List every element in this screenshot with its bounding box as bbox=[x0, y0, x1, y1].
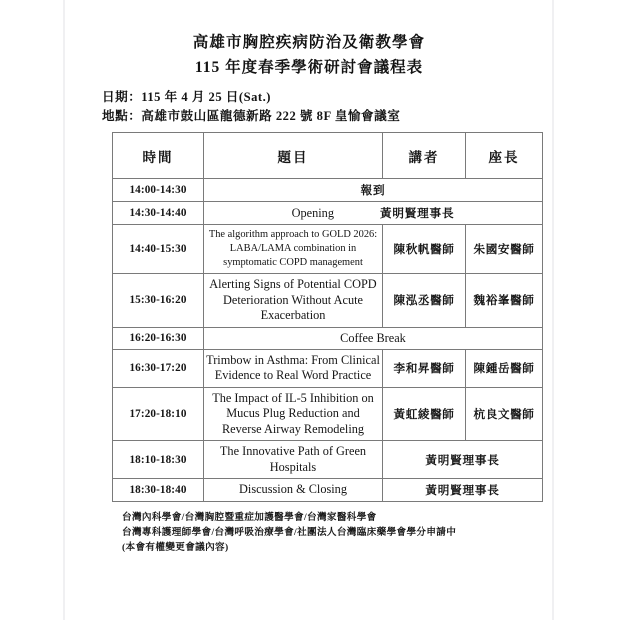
cell-speaker: 黃虹綾醫師 bbox=[383, 387, 466, 441]
column-header-speaker: 講者 bbox=[383, 133, 466, 179]
document-body bbox=[66, 0, 552, 620]
cell-chair: 朱國安醫師 bbox=[466, 225, 543, 274]
table-row bbox=[113, 225, 543, 274]
agenda-table-head bbox=[113, 133, 543, 179]
cell-topic: The algorithm approach to GOLD 2026: LABA/LAMA combination in symptomatic COPD management bbox=[204, 225, 383, 274]
cell-time: 15:30-16:20 bbox=[113, 274, 204, 328]
footnote-societies-1: 台灣內科學會/台灣胸腔暨重症加護醫學會/台灣家醫科學會 bbox=[122, 512, 377, 523]
footnote-societies-2: 台灣專科護理師學會/台灣呼吸治療學會/社團法人台灣臨床藥學會學分申請中 bbox=[122, 527, 457, 538]
cell-time: 14:00-14:30 bbox=[113, 179, 204, 202]
cell-topic: Alerting Signs of Potential COPD Deterioration Without Acute Exacerbation bbox=[204, 274, 383, 328]
agenda-table bbox=[112, 132, 543, 502]
cell-time: 18:10-18:30 bbox=[113, 441, 204, 479]
cell-chair: 陳鍾岳醫師 bbox=[466, 349, 543, 387]
cell-time: 16:20-16:30 bbox=[113, 327, 204, 349]
table-row bbox=[113, 202, 543, 225]
cell-topic-speaker bbox=[204, 202, 543, 225]
cell-speaker: 陳泓丞醫師 bbox=[383, 274, 466, 328]
table-row bbox=[113, 327, 543, 349]
event-venue: 地點：高雄市鼓山區龍德新路 222 號 8F 皇愉會議室 bbox=[102, 109, 401, 123]
meta-block bbox=[66, 88, 552, 126]
title-block bbox=[66, 0, 552, 80]
cell-time: 17:20-18:10 bbox=[113, 387, 204, 441]
page-gutter-right bbox=[552, 0, 554, 620]
cell-chair: 魏裕峯醫師 bbox=[466, 274, 543, 328]
footnote-disclaimer: (本會有權變更會議內容) bbox=[122, 542, 229, 553]
table-row bbox=[113, 349, 543, 387]
cell-speaker: 陳秋帆醫師 bbox=[383, 225, 466, 274]
cell-topic: The Impact of IL-5 Inhibition on Mucus Plug Reduction and Reverse Airway Remodeling bbox=[204, 387, 383, 441]
cell-time: 14:30-14:40 bbox=[113, 202, 204, 225]
cell-topic: Coffee Break bbox=[204, 327, 543, 349]
column-header-topic: 題目 bbox=[204, 133, 383, 179]
cell-topic: 報到 bbox=[204, 179, 543, 202]
cell-topic: The Innovative Path of Green Hospitals bbox=[204, 441, 383, 479]
cell-time: 14:40-15:30 bbox=[113, 225, 204, 274]
page-title-line-2: 115 年度春季學術研討會議程表 bbox=[194, 59, 424, 76]
agenda-table-body bbox=[113, 179, 543, 502]
page-title-line-1: 高雄市胸腔疾病防治及衛教學會 bbox=[192, 34, 426, 51]
cell-speaker: 李和昇醫師 bbox=[383, 349, 466, 387]
table-row bbox=[113, 441, 543, 479]
cell-topic: Discussion & Closing bbox=[204, 479, 383, 502]
cell-speaker: 黃明賢理事長 bbox=[379, 207, 455, 220]
cell-topic: Opening bbox=[291, 206, 334, 220]
table-row bbox=[113, 387, 543, 441]
page-gutter-left bbox=[63, 0, 65, 620]
cell-speaker: 黃明賢理事長 bbox=[383, 441, 543, 479]
cell-chair: 杭良文醫師 bbox=[466, 387, 543, 441]
column-header-time: 時間 bbox=[113, 133, 204, 179]
cell-speaker: 黃明賢理事長 bbox=[383, 479, 543, 502]
column-header-chair: 座長 bbox=[466, 133, 543, 179]
footnotes-block bbox=[122, 510, 552, 555]
table-row bbox=[113, 274, 543, 328]
table-row bbox=[113, 479, 543, 502]
cell-time: 16:30-17:20 bbox=[113, 349, 204, 387]
cell-topic: Trimbow in Asthma: From Clinical Evidence to Real Word Practice bbox=[204, 349, 383, 387]
table-row bbox=[113, 179, 543, 202]
event-date: 日期：115 年 4 月 25 日(Sat.) bbox=[102, 90, 271, 104]
cell-time: 18:30-18:40 bbox=[113, 479, 204, 502]
table-header-row bbox=[113, 133, 543, 179]
